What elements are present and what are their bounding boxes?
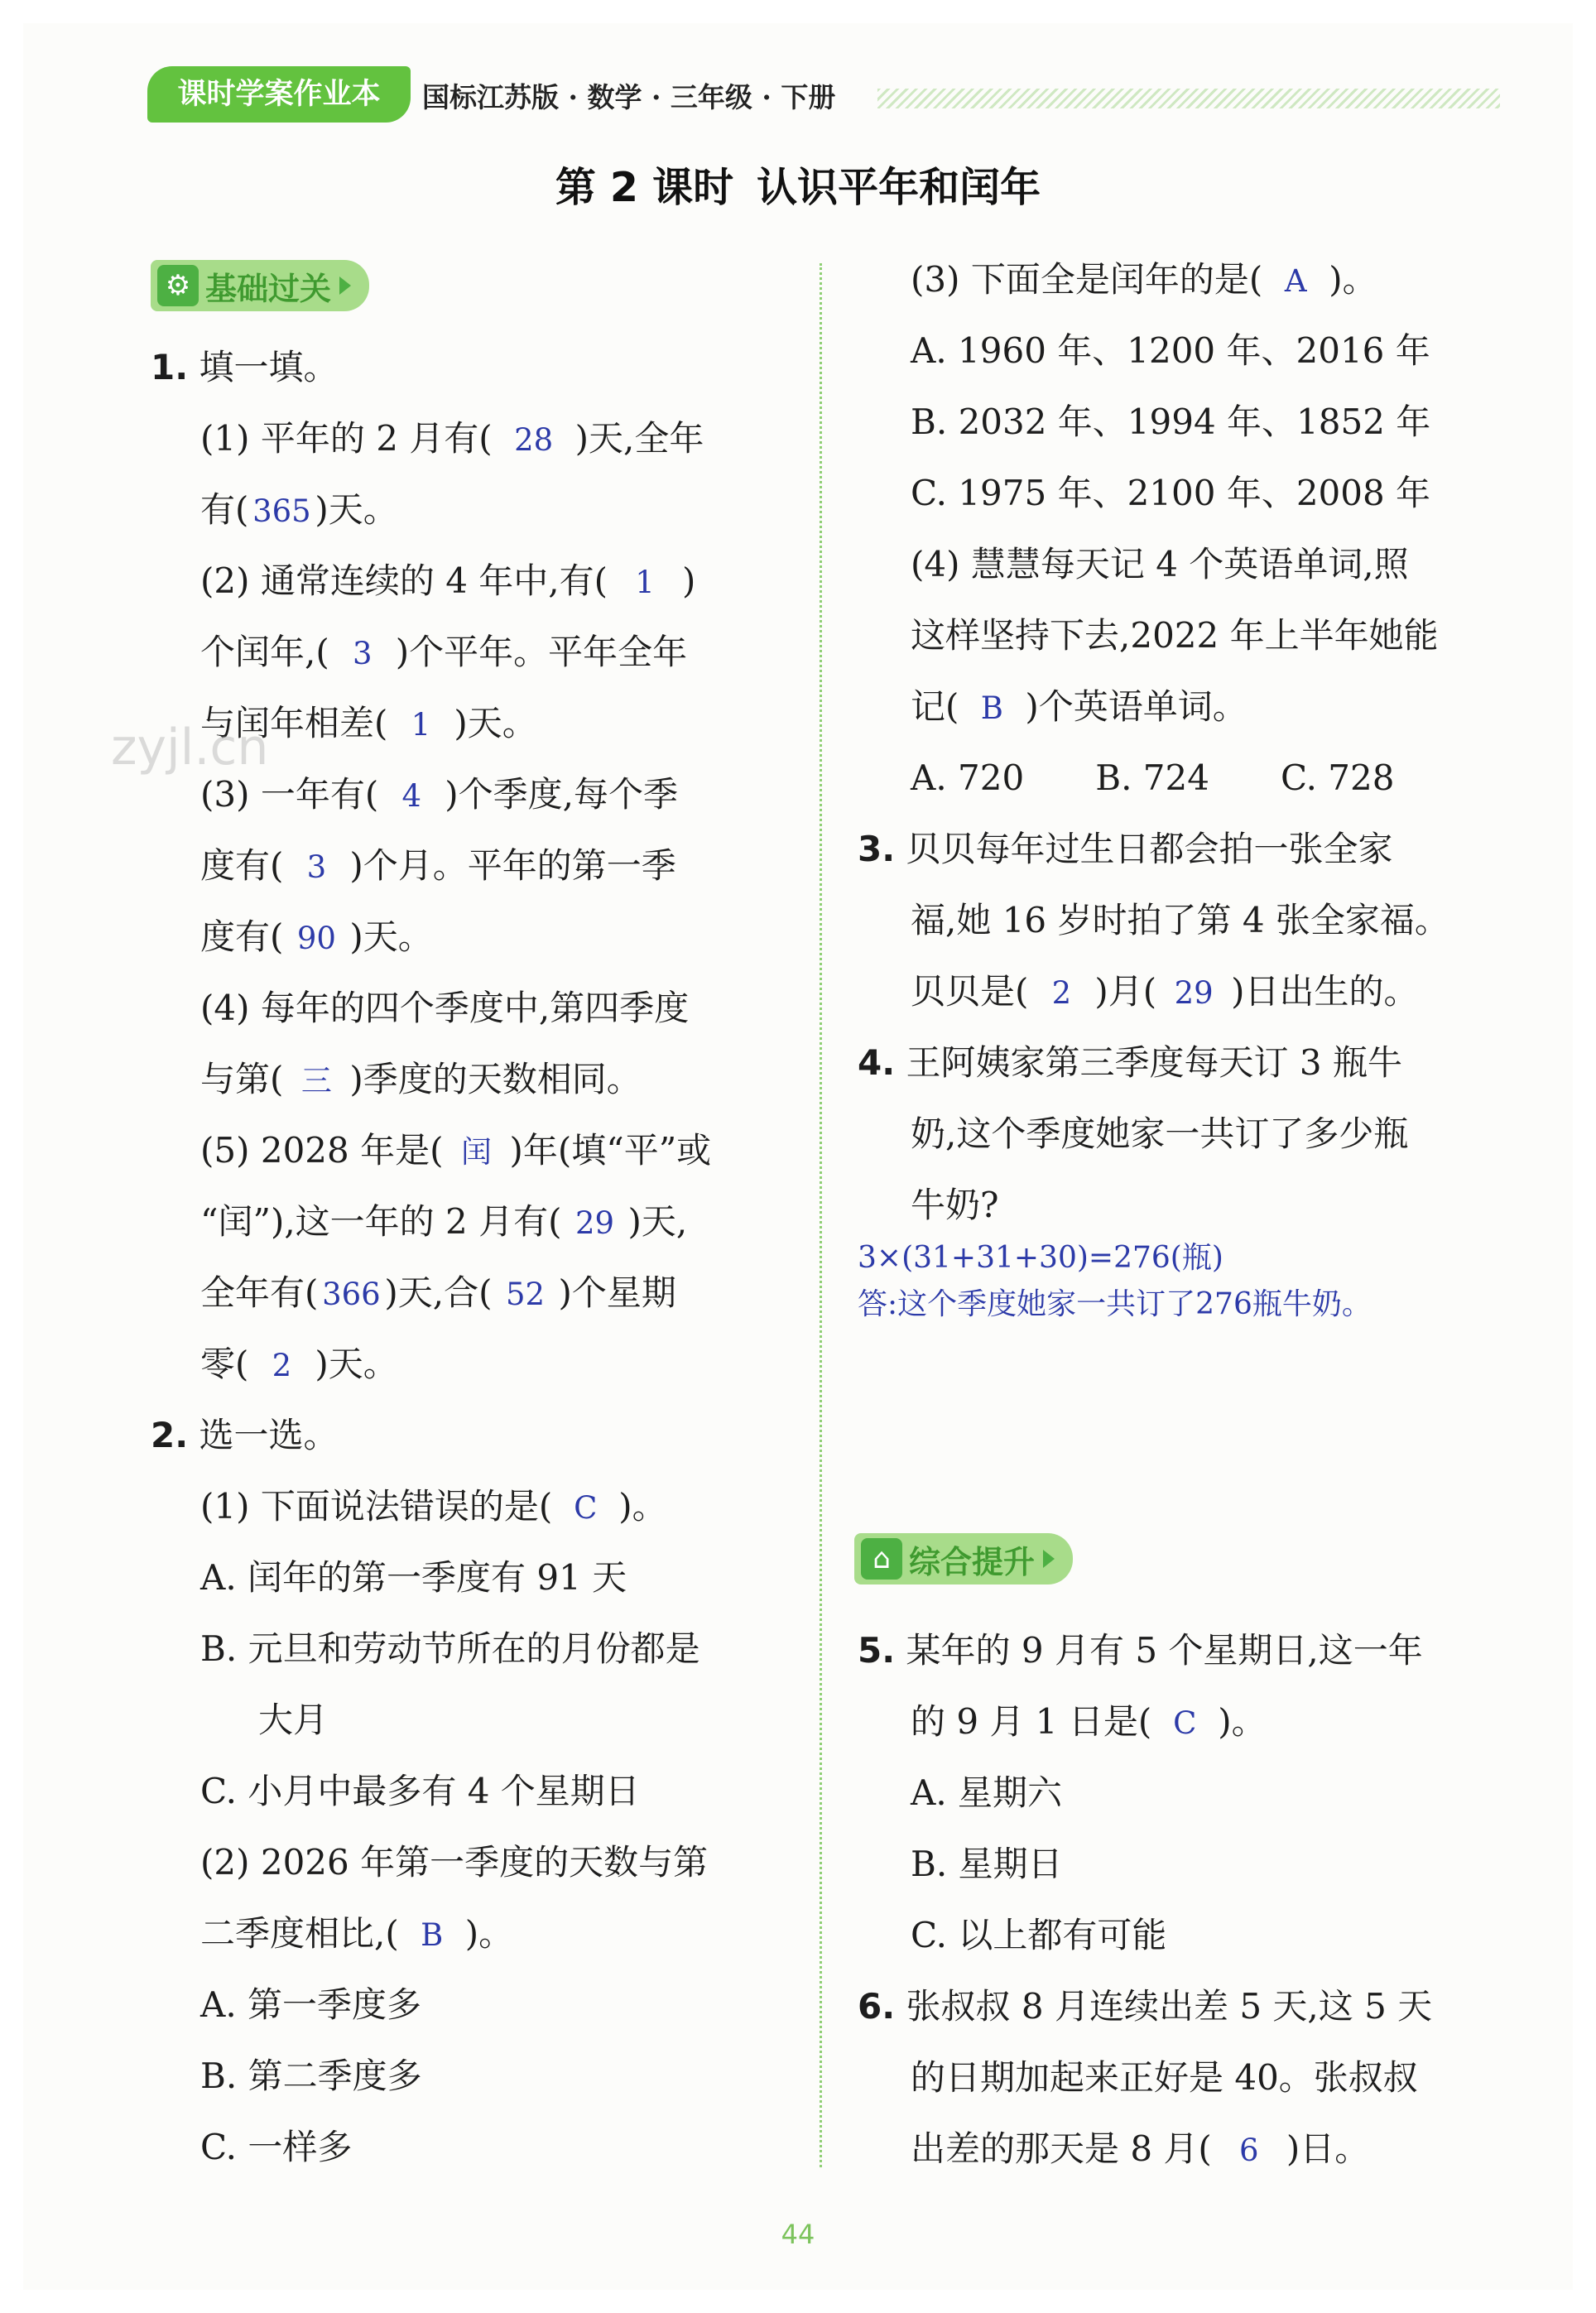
- q2-3-option-a: A. 1960 年、1200 年、2016 年: [911, 330, 1430, 371]
- q2-4-options: [911, 753, 1394, 803]
- question-4-line1: 4. 王阿姨家第三季度每天订 3 瓶牛: [858, 1042, 1402, 1083]
- q1-5-line1: (5) 2028 年是( 闰 )年(填“平”或: [200, 1126, 711, 1177]
- question-number: 5.: [858, 1630, 896, 1671]
- q1-4-line2: 与第( 三 )季度的天数相同。: [200, 1055, 642, 1106]
- question-1: 1. 填一填。: [151, 347, 339, 387]
- q2-2-option-c: C. 一样多: [200, 2127, 353, 2167]
- answer-blank: B: [421, 1917, 444, 1953]
- section-badge-basic: [151, 260, 369, 311]
- gear-icon: ⚙: [157, 265, 199, 306]
- answer-blank: 52: [505, 1277, 546, 1312]
- q2-3-option-c: C. 1975 年、2100 年、2008 年: [911, 473, 1431, 513]
- question-number: 2.: [151, 1415, 189, 1455]
- answer-blank: C: [1173, 1705, 1197, 1741]
- house-icon: ⌂: [861, 1538, 902, 1580]
- question-6-line2: 的日期加起来正好是 40。张叔叔: [911, 2057, 1418, 2098]
- answer-blank: 29: [1174, 975, 1214, 1011]
- answer-blank: 3: [306, 849, 327, 885]
- question-4-line3: 牛奶?: [911, 1185, 999, 1225]
- section-label-advanced: 综合提升: [909, 1543, 1036, 1580]
- q1-3-line1: (3) 一年有( 4 )个季度,每个季: [200, 770, 678, 821]
- answer-blank: 366: [322, 1277, 381, 1312]
- q2-2-stem-line1: (2) 2026 年第一季度的天数与第: [200, 1842, 709, 1883]
- q2-4-stem-line3: 记( B )个英语单词。: [911, 682, 1247, 733]
- column-divider: [820, 263, 822, 2167]
- answer-blank: B: [980, 690, 1003, 726]
- q2-3-option-b: B. 2032 年、1994 年、1852 年: [911, 402, 1431, 442]
- question-number: 6.: [858, 1986, 896, 2027]
- question-number: 1.: [151, 347, 189, 387]
- answer-blank: 三: [300, 1063, 332, 1099]
- answer-blank: C: [574, 1490, 598, 1526]
- q2-4-stem-line1: (4) 慧慧每天记 4 个英语单词,照: [911, 544, 1409, 584]
- question-2: 2. 选一选。: [151, 1415, 339, 1455]
- header-stripes: [877, 89, 1500, 108]
- section-label-basic: 基础过关: [205, 270, 332, 307]
- q5-option-c: C. 以上都有可能: [911, 1915, 1167, 1955]
- q2-2-option-b: B. 第二季度多: [200, 2056, 422, 2096]
- question-3-line3: 贝贝是( 2 )月( 29 )日出生的。: [911, 967, 1419, 1018]
- answer-blank: 2: [1051, 975, 1072, 1011]
- watermark: zyjl.cn: [111, 719, 269, 777]
- arrow-icon: [1043, 1550, 1055, 1568]
- q1-5-line3: 全年有( 366 )天,合( 52 )个星期: [200, 1268, 676, 1320]
- option-a: A. 720: [911, 757, 1025, 798]
- q1-2-line1: (2) 通常连续的 4 年中,有( 1 ): [200, 556, 695, 608]
- question-5-line1: 5. 某年的 9 月有 5 个星期日,这一年: [858, 1630, 1423, 1671]
- arrow-icon: [339, 277, 351, 295]
- question-4-line2: 奶,这个季度她家一共订了多少瓶: [911, 1113, 1409, 1154]
- answer-blank: 365: [252, 493, 311, 529]
- lesson-number: 第 2 课时: [555, 164, 734, 211]
- q1-2-line3: 与闰年相差( 1 )天。: [200, 699, 537, 750]
- solution-formula: 3×(31+31+30)=276(瓶): [858, 1241, 1223, 1275]
- question-number: 4.: [858, 1042, 896, 1083]
- answer-blank: 2: [272, 1348, 292, 1383]
- q2-2-stem-line2: 二季度相比,( B )。: [200, 1909, 513, 1960]
- question-6-line3: 出差的那天是 8 月( 6 )日。: [911, 2124, 1369, 2176]
- q1-5-line4: 零( 2 )天。: [200, 1339, 398, 1391]
- q5-option-b: B. 星期日: [911, 1844, 1063, 1884]
- q1-1-line1: (1) 平年的 2 月有( 28 )天,全年: [200, 414, 704, 465]
- answer-blank: 1: [635, 565, 655, 600]
- answer-blank: 29: [574, 1205, 615, 1241]
- series-tab: 课时学案作业本: [147, 66, 411, 123]
- q2-4-stem-line2: 这样坚持下去,2022 年上半年她能: [911, 615, 1439, 656]
- q1-3-line3: 度有( 90 )天。: [200, 912, 433, 964]
- q2-1-option-c: C. 小月中最多有 4 个星期日: [200, 1771, 640, 1811]
- section-badge-advanced: [854, 1533, 1073, 1584]
- q2-2-option-a: A. 第一季度多: [200, 1984, 422, 2025]
- answer-blank: 6: [1239, 2133, 1259, 2168]
- q2-3-stem: (3) 下面全是闰年的是( A )。: [911, 255, 1377, 306]
- page-title: [0, 156, 1596, 214]
- answer-blank: 28: [514, 422, 554, 458]
- question-6-line1: 6. 张叔叔 8 月连续出差 5 天,这 5 天: [858, 1986, 1433, 2027]
- answer-blank: 90: [296, 921, 336, 956]
- q2-1-option-b-cont: 大月: [258, 1700, 329, 1740]
- q5-option-a: A. 星期六: [911, 1772, 1063, 1813]
- q1-2-line2: 个闰年,( 3 )个平年。平年全年: [200, 628, 687, 679]
- q2-1-option-a: A. 闰年的第一季度有 91 天: [200, 1557, 627, 1598]
- question-3-line1: 3. 贝贝每年过生日都会拍一张全家: [858, 829, 1393, 869]
- q2-1-option-b: B. 元旦和劳动节所在的月份都是: [200, 1628, 700, 1669]
- answer-blank: 3: [352, 636, 373, 671]
- lesson-topic: 认识平年和闰年: [757, 164, 1041, 211]
- answer-blank: 1: [411, 707, 431, 743]
- answer-blank: 闰: [460, 1134, 492, 1170]
- header-subtitle: 国标江苏版 · 数学 · 三年级 · 下册: [422, 81, 836, 113]
- page-number: 44: [781, 2219, 815, 2250]
- option-c: C. 728: [1280, 757, 1395, 798]
- q1-5-line2: “闰”),这一年的 2 月有( 29 )天,: [200, 1197, 687, 1248]
- q2-1-stem: (1) 下面说法错误的是( C )。: [200, 1482, 667, 1533]
- question-5-line2: 的 9 月 1 日是( C )。: [911, 1697, 1267, 1748]
- answer-blank: 4: [401, 778, 421, 814]
- q1-4-line1: (4) 每年的四个季度中,第四季度: [200, 988, 690, 1028]
- solution-answer: 答:这个季度她家一共订了276瓶牛奶。: [858, 1287, 1372, 1321]
- q1-1-line2: 有( 365 )天。: [200, 485, 398, 536]
- question-number: 3.: [858, 829, 896, 869]
- answer-blank: A: [1284, 263, 1307, 299]
- question-3-line2: 福,她 16 岁时拍了第 4 张全家福。: [911, 900, 1449, 940]
- q1-3-line2: 度有( 3 )个月。平年的第一季: [200, 841, 676, 892]
- option-b: B. 724: [1095, 757, 1209, 798]
